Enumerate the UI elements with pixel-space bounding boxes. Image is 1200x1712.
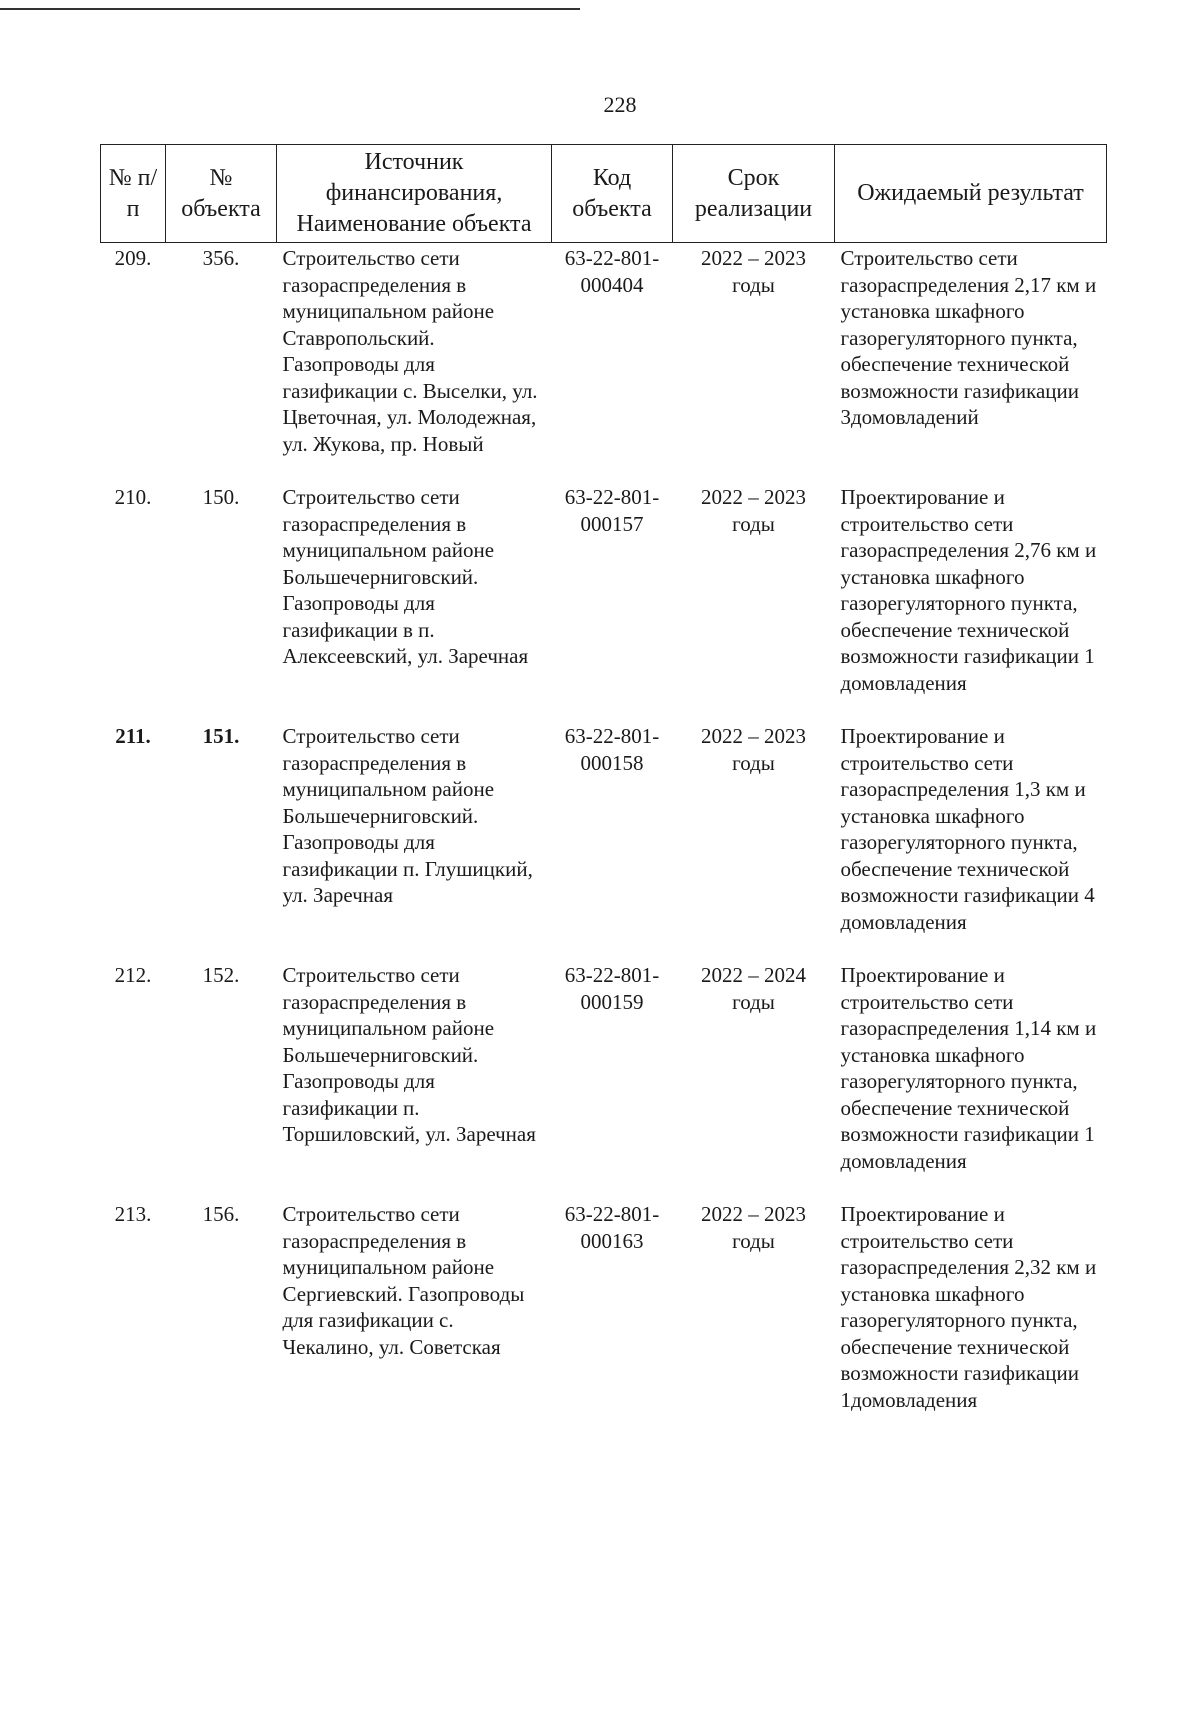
row-expected-result: Проектирование и строительство сети газораспределения 1,3 км и установка шкафного газорегуляторного пункта, обеспечение технической возможности газификации 4 домовладения	[840, 724, 1095, 934]
table-row	[101, 243, 1107, 485]
table-row	[101, 723, 1107, 962]
row-expected-result: Проектирование и строительство сети газораспределения 2,32 км и установка шкафного газорегуляторного пункта, обеспечение технической возможности газификации 1домовладения	[840, 1202, 1097, 1412]
header-source-name: Источник финансирования, Наименование объекта	[277, 145, 552, 243]
header-implementation-term: Срок реализации	[673, 145, 835, 243]
row-object-number: 356.	[202, 246, 240, 270]
row-object-code: 63-22-801-000404	[564, 246, 660, 297]
table-row	[101, 1201, 1107, 1440]
row-term: 2022 – 2023 годы	[701, 1202, 806, 1253]
row-num: 210.	[114, 485, 152, 509]
row-object-code: 63-22-801-000159	[564, 963, 660, 1014]
row-object-number: 152.	[202, 963, 240, 987]
row-object-name: Строительство сети газораспределения в муниципальном районе Большечерниговский. Газопроводы для газификации п. Торшиловский, ул. Заречная	[282, 963, 536, 1146]
row-object-code: 63-22-801-000157	[564, 485, 660, 536]
row-term: 2022 – 2023 годы	[701, 485, 806, 536]
row-object-name: Строительство сети газораспределения в муниципальном районе Ставропольский. Газопроводы для газификации с. Выселки, ул. Цветочная, ул. Молодежная, ул. Жукова, пр. Новый	[282, 246, 538, 456]
row-expected-result: Проектирование и строительство сети газораспределения 1,14 км и установка шкафного газорегуляторного пункта, обеспечение технической возможности газификации 1 домовладения	[840, 963, 1097, 1173]
row-term: 2022 – 2024 годы	[701, 963, 806, 1014]
projects-table	[100, 144, 1107, 1440]
table-row	[101, 484, 1107, 723]
header-expected-result: Ожидаемый результат	[835, 145, 1107, 243]
header-object-code: Код объекта	[552, 145, 673, 243]
row-object-name: Строительство сети газораспределения в муниципальном районе Большечерниговский. Газопроводы для газификации в п. Алексеевский, ул. Заречная	[282, 485, 529, 668]
row-object-code: 63-22-801-000158	[564, 724, 660, 775]
row-object-number: 156.	[202, 1202, 240, 1226]
page-number: 228	[603, 92, 637, 117]
row-num: 211.	[115, 724, 151, 748]
row-num: 209.	[114, 246, 152, 270]
row-term: 2022 – 2023 годы	[701, 724, 806, 775]
row-num: 213.	[114, 1202, 152, 1226]
row-expected-result: Проектирование и строительство сети газораспределения 2,76 км и установка шкафного газорегуляторного пункта, обеспечение технической возможности газификации 1 домовладения	[840, 485, 1097, 695]
row-object-code: 63-22-801-000163	[564, 1202, 660, 1253]
row-object-number: 150.	[202, 485, 240, 509]
header-num: № п/п	[101, 145, 166, 243]
row-num: 212.	[114, 963, 152, 987]
row-term: 2022 – 2023 годы	[701, 246, 806, 297]
top-rule	[0, 8, 580, 10]
row-object-name: Строительство сети газораспределения в муниципальном районе Большечерниговский. Газопроводы для газификации п. Глушицкий, ул. Заречная	[282, 724, 533, 907]
table-header	[101, 145, 1107, 243]
header-object-number: № объекта	[166, 145, 277, 243]
row-expected-result: Строительство сети газораспределения 2,17 км и установка шкафного газорегуляторного пункта, обеспечение технической возможности газификации 3домовладений	[840, 246, 1097, 429]
table-row	[101, 962, 1107, 1201]
row-object-number: 151.	[202, 724, 240, 748]
row-object-name: Строительство сети газораспределения в муниципальном районе Сергиевский. Газопроводы для газификации с. Чекалино, ул. Советская	[282, 1202, 525, 1359]
